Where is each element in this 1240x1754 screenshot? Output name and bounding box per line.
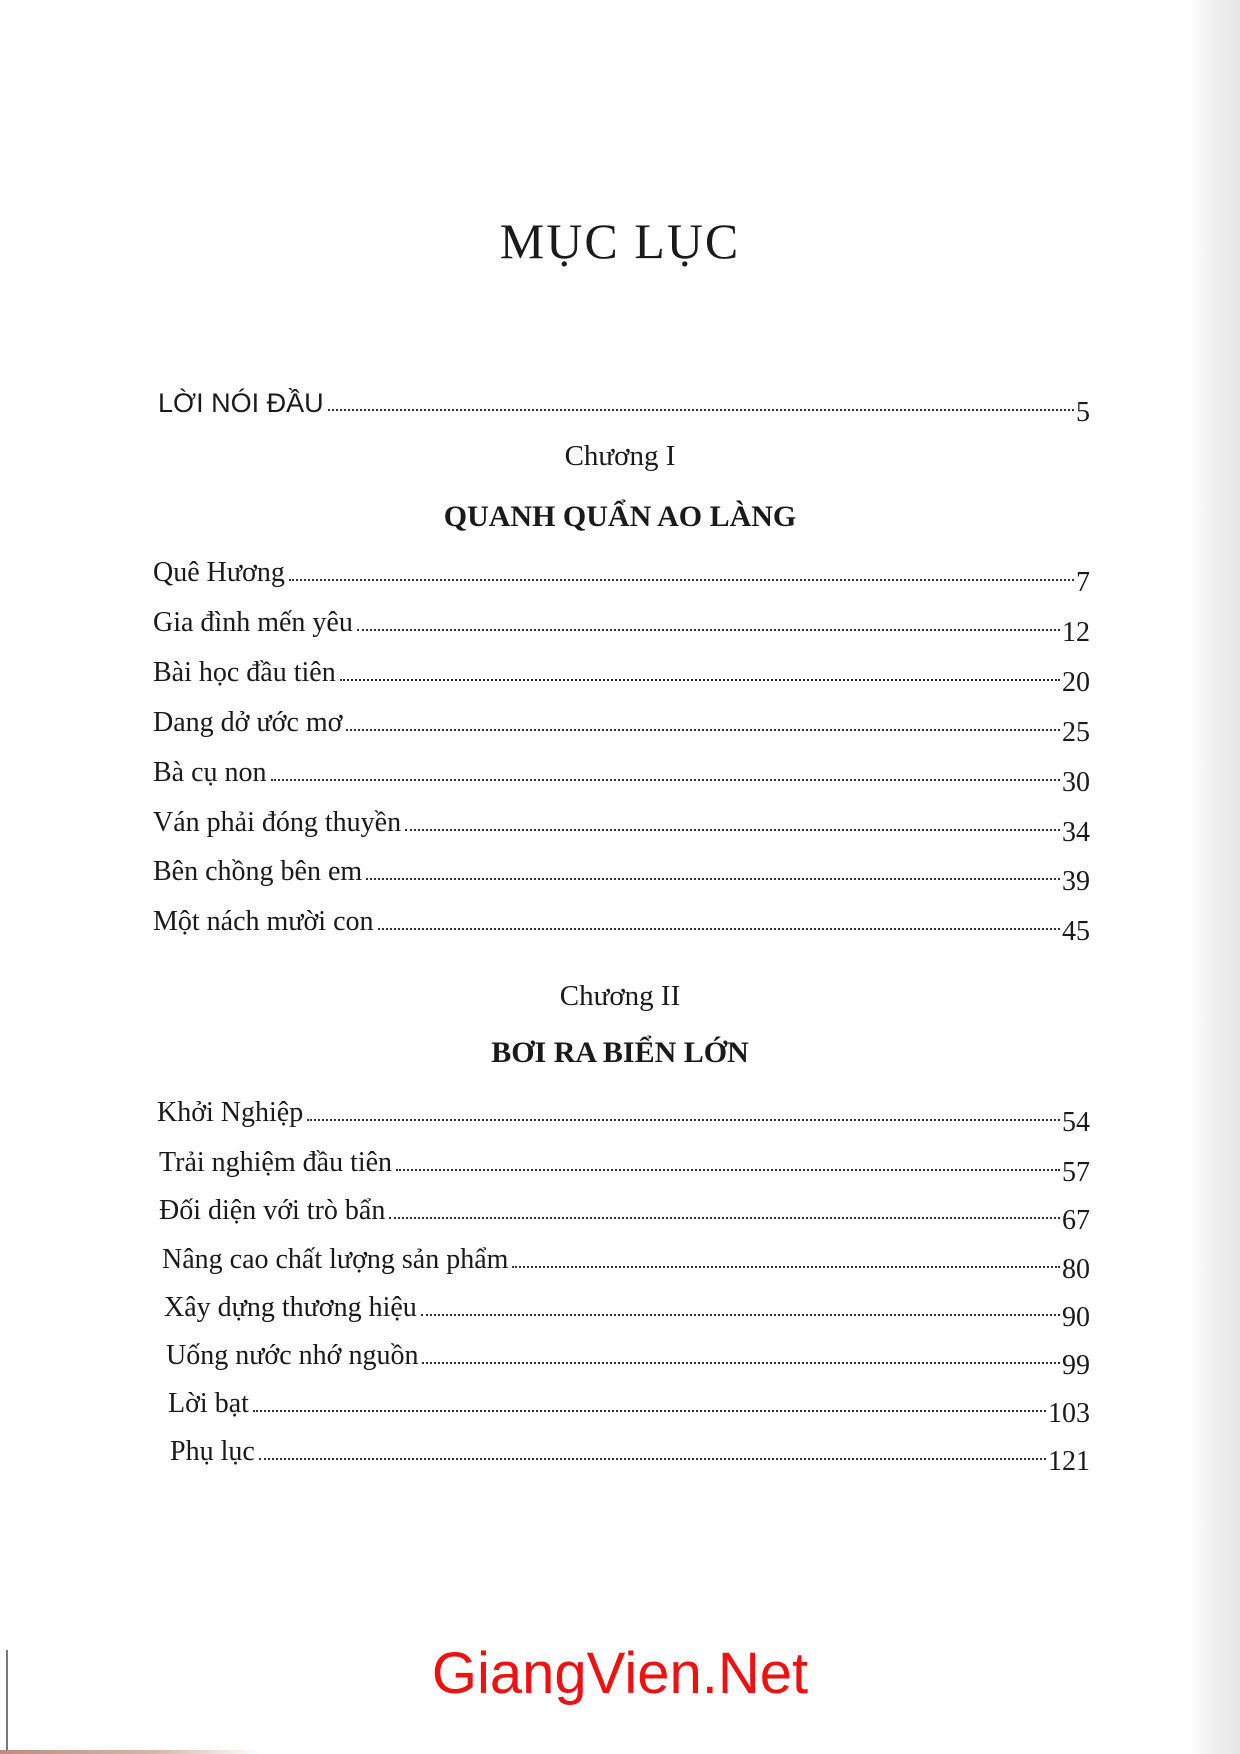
dot-leader: [421, 1314, 1060, 1316]
toc-entry-page: 20: [1062, 667, 1090, 698]
dot-leader: [253, 1410, 1046, 1412]
toc-entry-label: Lời bạt: [168, 1388, 249, 1419]
toc-entry-page: 57: [1062, 1157, 1090, 1188]
toc-entry-page: 25: [1062, 717, 1090, 748]
toc-entry-label: Trải nghiệm đầu tiên: [159, 1147, 393, 1178]
toc-entry-page: 103: [1048, 1398, 1090, 1429]
dot-leader: [422, 1362, 1060, 1364]
toc-entry-label: LỜI NÓI ĐẦU: [158, 388, 324, 418]
toc-entry[interactable]: [166, 1333, 1090, 1381]
toc-entry-page: 90: [1062, 1302, 1090, 1333]
dot-leader: [405, 829, 1060, 831]
toc-entry-label: Ván phải đóng thuyền: [153, 807, 402, 838]
dot-leader: [328, 409, 1074, 411]
toc-entry-page: 34: [1062, 817, 1090, 848]
toc-entry[interactable]: [153, 849, 1090, 897]
chapter-1-title: QUANH QUẨN AO LÀNG: [443, 500, 797, 533]
toc-entry-label: Bên chồng bên em: [153, 856, 363, 887]
toc-entry[interactable]: [164, 1285, 1090, 1333]
toc-entry-page: 45: [1062, 916, 1090, 947]
toc-entry-page: 80: [1062, 1254, 1090, 1285]
dot-leader: [378, 928, 1061, 930]
toc-entry[interactable]: [159, 1188, 1090, 1236]
dot-leader: [389, 1217, 1060, 1219]
toc-entry-label: Khởi Nghiệp: [157, 1097, 304, 1128]
dot-leader: [259, 1458, 1046, 1460]
toc-entry-label: Gia đình mến yêu: [153, 607, 353, 638]
dot-leader: [307, 1119, 1060, 1121]
toc-entry-label: Quê Hương: [153, 557, 285, 588]
toc-entry[interactable]: [170, 1429, 1090, 1477]
toc-entry-label: Dang dở ước mơ: [153, 707, 343, 738]
chapter-1-label: Chương I: [564, 440, 676, 472]
page-title: MỤC LỤC: [499, 213, 741, 269]
toc-entry-label: Uống nước nhớ nguồn: [166, 1340, 419, 1371]
toc-entry-page: 99: [1062, 1350, 1090, 1381]
toc-entry-label: Bà cụ non: [153, 757, 267, 788]
dot-leader: [396, 1169, 1060, 1171]
dot-leader: [289, 579, 1074, 581]
toc-entry[interactable]: [153, 650, 1090, 698]
watermark: GiangVien.Net: [431, 1641, 809, 1706]
toc-entry-page: 39: [1062, 866, 1090, 897]
dot-leader: [340, 679, 1060, 681]
toc-entry[interactable]: [162, 1237, 1090, 1285]
toc-entry-page: 54: [1062, 1107, 1090, 1138]
toc-entry-label: Phụ lục: [170, 1436, 255, 1467]
toc-entry-label: Nâng cao chất lượng sản phẩm: [162, 1244, 509, 1275]
toc-entry[interactable]: [153, 750, 1090, 798]
toc-entry-label: Bài học đầu tiên: [153, 657, 336, 688]
toc-entry[interactable]: [153, 800, 1090, 848]
toc-entry[interactable]: [157, 1090, 1090, 1138]
toc-entry-page: 5: [1076, 397, 1090, 428]
toc-entry[interactable]: [153, 600, 1090, 648]
toc-entry-page: 67: [1062, 1205, 1090, 1236]
chapter-2-label: Chương II: [559, 980, 681, 1012]
dot-leader: [271, 779, 1060, 781]
toc-entry-page: 12: [1062, 617, 1090, 648]
dot-leader: [357, 629, 1060, 631]
chapter-2-title: BƠI RA BIỂN LỚN: [491, 1036, 749, 1069]
toc-entry-label: Xây dựng thương hiệu: [164, 1292, 417, 1323]
toc-entry-page: 30: [1062, 767, 1090, 798]
toc-entry[interactable]: [153, 700, 1090, 748]
toc-entry[interactable]: [153, 550, 1090, 598]
toc-entry[interactable]: [168, 1381, 1090, 1429]
page-edge-bottom: [0, 1750, 260, 1754]
toc-entry-preface[interactable]: [158, 380, 1090, 428]
dot-leader: [346, 729, 1060, 731]
toc-entry[interactable]: [159, 1140, 1090, 1188]
toc-entry-label: Đối diện với trò bẩn: [159, 1195, 386, 1226]
dot-leader: [512, 1266, 1060, 1268]
toc-entry[interactable]: [153, 899, 1090, 947]
dot-leader: [366, 878, 1060, 880]
toc-entry-page: 121: [1048, 1446, 1090, 1477]
toc-entry-page: 7: [1076, 567, 1090, 598]
toc-entry-label: Một nách mười con: [153, 906, 374, 937]
